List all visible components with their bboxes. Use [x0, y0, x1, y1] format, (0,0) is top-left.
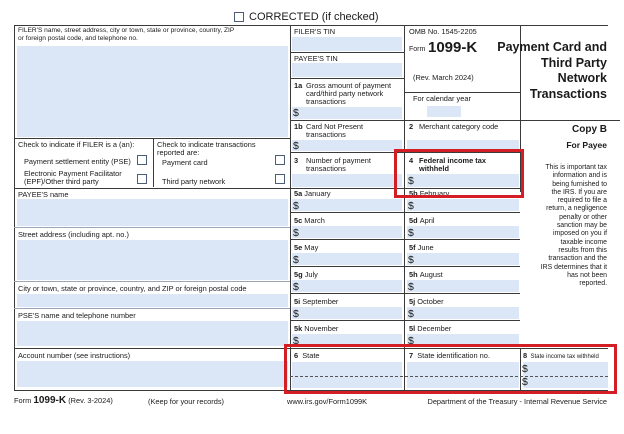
box-5i-field[interactable] — [292, 307, 402, 319]
notice-line: return, a negligence — [546, 205, 607, 213]
box-5a-field[interactable] — [292, 199, 402, 211]
box-5c-label — [294, 217, 325, 225]
box-8-num: 8 — [523, 351, 528, 360]
box-5j-num: 5j — [409, 297, 416, 306]
box-5f-num: 5f — [409, 243, 416, 252]
box-5f-label — [409, 244, 434, 252]
box-5b-month: February — [419, 189, 450, 198]
box-5c-month: March — [304, 216, 325, 225]
street-address-field[interactable] — [17, 240, 288, 280]
box-5k-dollar: $ — [293, 335, 299, 347]
notice-line: taxable income — [560, 238, 607, 246]
box-5a-dollar: $ — [293, 200, 299, 212]
box-1b-dollar: $ — [293, 140, 299, 152]
notice-line: information and is — [552, 172, 607, 180]
box-5k-label — [294, 325, 338, 333]
box-5l-dollar: $ — [408, 335, 414, 347]
payee-name-label: PAYEE'S name — [18, 190, 69, 199]
footer-rev: (Rev. 3-2024) — [68, 396, 113, 405]
box-5l-label — [409, 325, 451, 333]
epf-label-2: (EPF)/Other third party — [24, 177, 99, 187]
box-5c-num: 5c — [294, 216, 303, 225]
box-5a-num: 5a — [294, 189, 303, 198]
box-5h-dollar: $ — [408, 281, 414, 293]
box-5j-month: October — [417, 297, 444, 306]
city-label: City or town, state or province, country, and ZIP or foreign postal code — [18, 284, 247, 293]
box-6-text: State — [302, 351, 320, 360]
box-3-num: 3 — [294, 156, 299, 165]
footer-form-number: 1099-K — [33, 395, 67, 406]
payee-name-field[interactable] — [17, 199, 288, 226]
box-5l-month: December — [417, 324, 452, 333]
pse-name-field[interactable] — [17, 321, 288, 346]
notice-line: This is important tax — [545, 164, 607, 171]
box-5c-dollar: $ — [293, 227, 299, 239]
account-number-label: Account number (see instructions) — [18, 351, 131, 360]
box-5f-dollar: $ — [408, 254, 414, 266]
box-5e-label — [294, 244, 318, 252]
form-revision: (Rev. March 2024) — [413, 73, 474, 82]
corrected-checkbox[interactable] — [234, 12, 244, 22]
box-1b-field[interactable] — [292, 140, 402, 151]
box-5h-num: 5h — [409, 270, 418, 279]
notice-line: sanction may be — [556, 222, 607, 230]
box-5g-month: July — [304, 270, 318, 279]
box-7-num: 7 — [409, 351, 414, 360]
box-5a-label — [294, 190, 331, 198]
copy-notice — [523, 164, 607, 288]
notice-line: being furnished to — [552, 180, 607, 188]
filer-name-label: FILER'S name, street address, city or town, state or province, country, ZIP — [18, 27, 235, 34]
box-5j-dollar: $ — [408, 308, 414, 320]
filer-tin-label: FILER'S TIN — [294, 27, 336, 36]
copy-label: Copy B — [572, 124, 607, 135]
box-1a-field[interactable] — [292, 107, 402, 119]
box-5a-month: January — [304, 189, 331, 198]
box-2-num: 2 — [409, 122, 414, 131]
box-1b-num: 1b — [294, 122, 303, 131]
box-5g-label — [294, 271, 318, 279]
box-4-label-2: withheld — [419, 164, 449, 174]
box-7-text: State identification no. — [417, 351, 490, 360]
box-5d-label — [409, 217, 434, 225]
box-6-num: 6 — [294, 351, 299, 360]
notice-line: reported. — [579, 280, 607, 288]
form-title — [497, 40, 607, 102]
box-5j-label — [409, 298, 444, 306]
box-5b-num: 5b — [409, 189, 418, 198]
highlight-box-4 — [394, 149, 524, 198]
notice-line: penalty or other — [559, 213, 607, 221]
notice-line: IRS determines that it — [540, 263, 607, 271]
trans-label-2: reported are: — [157, 148, 200, 158]
title-line-4: Transactions — [529, 86, 607, 101]
transactions-type-label — [157, 141, 256, 157]
highlight-state-boxes — [284, 344, 617, 394]
form-number: 1099-K — [428, 39, 478, 56]
box-8-dollar-2: $ — [522, 376, 528, 388]
box-4-num: 4 — [409, 156, 414, 165]
box-5i-dollar: $ — [293, 308, 299, 320]
box-5g-num: 5g — [294, 270, 303, 279]
calendar-year-label: For calendar year — [413, 94, 471, 103]
filer-tin-field[interactable] — [292, 37, 402, 51]
third-party-checkbox[interactable] — [275, 174, 285, 184]
box-5k-month: November — [304, 324, 339, 333]
box-5i-month: September — [302, 297, 339, 306]
footer-keep: (Keep for your records) — [148, 397, 224, 406]
box-5d-num: 5d — [409, 216, 418, 225]
box-3-label-2: transactions — [306, 164, 346, 174]
box-5i-label — [294, 298, 338, 306]
account-number-field[interactable] — [17, 361, 288, 387]
notice-line: required to file a — [557, 197, 607, 205]
epf-label — [24, 170, 122, 186]
epf-checkbox[interactable] — [137, 174, 147, 184]
box-5e-month: May — [304, 243, 319, 252]
footer-form-id — [14, 397, 113, 405]
box-5g-field[interactable] — [292, 280, 402, 292]
pse-checkbox[interactable] — [137, 155, 147, 165]
box-5b-dollar: $ — [408, 200, 414, 212]
title-line-3: Network — [557, 71, 607, 85]
box-5e-field[interactable] — [292, 253, 402, 265]
footer-url[interactable]: www.irs.gov/Form1099K — [287, 397, 368, 406]
pse-name-label: PSE'S name and telephone number — [18, 311, 136, 320]
box-1b-label — [306, 123, 363, 139]
notice-line: results from this — [558, 246, 607, 254]
box-5e-dollar: $ — [293, 254, 299, 266]
footer-form-word: Form — [14, 396, 32, 405]
box-5g-dollar: $ — [293, 281, 299, 293]
box-5i-num: 5i — [294, 297, 301, 306]
box-5h-field[interactable] — [407, 280, 519, 292]
trans-label-1: Check to indicate transactions — [157, 140, 256, 149]
box-1a-label — [306, 82, 391, 107]
notice-line: transaction and the — [548, 255, 607, 263]
payee-tin-field[interactable] — [292, 63, 402, 77]
box-1b-label-2: transactions — [306, 130, 346, 140]
footer-dept: Department of the Treasury - Internal Revenue Service — [427, 397, 607, 406]
payee-tin-label: PAYEE'S TIN — [294, 54, 338, 63]
notice-line: imposed on you if — [552, 230, 607, 238]
box-5b-field[interactable] — [407, 199, 519, 211]
calendar-year-field[interactable] — [427, 106, 461, 117]
title-line-2: Third Party — [541, 55, 607, 70]
notice-line: the IRS. If you are — [551, 188, 607, 196]
box-3-field[interactable] — [292, 174, 402, 187]
box-3-label — [306, 157, 371, 173]
box-5j-field[interactable] — [407, 307, 519, 319]
box-8-dollar-1: $ — [522, 363, 528, 375]
box-5d-dollar: $ — [408, 227, 414, 239]
notice-line: has not been — [567, 271, 607, 279]
title-line-1: Payment Card and — [497, 40, 607, 54]
copy-for: For Payee — [566, 140, 607, 150]
box-4-dollar: $ — [408, 175, 414, 187]
box-5l-num: 5l — [409, 324, 416, 333]
filer-name-label-cont: or foreign postal code, and telephone no. — [18, 35, 138, 42]
box-1a-label-3: transactions — [306, 97, 346, 107]
corrected-label: CORRECTED (if checked) — [249, 11, 379, 23]
form-word: Form — [409, 46, 426, 53]
city-field[interactable] — [17, 294, 288, 307]
filer-name-field[interactable] — [17, 46, 288, 137]
payment-card-label: Payment card — [162, 158, 208, 167]
box-5f-month: June — [417, 243, 434, 252]
box-5c-field[interactable] — [292, 226, 402, 238]
epf-label-1: Electronic Payment Facilitator — [24, 169, 122, 178]
box-5d-field[interactable] — [407, 226, 519, 238]
box-5h-month: August — [419, 270, 443, 279]
box-8-text: State income tax withheld — [530, 354, 599, 360]
box-5d-month: April — [419, 216, 435, 225]
box-4-label-1: Federal income tax — [419, 156, 486, 165]
box-1a-num: 1a — [294, 81, 303, 90]
omb-number: OMB No. 1545-2205 — [409, 27, 477, 36]
third-party-label: Third party network — [162, 177, 226, 186]
box-5e-num: 5e — [294, 243, 303, 252]
street-address-label: Street address (including apt. no.) — [18, 230, 129, 239]
box-5k-num: 5k — [294, 324, 303, 333]
box-2-label: Merchant category code — [419, 122, 499, 131]
filer-type-label: Check to indicate if FILER is a (an): — [18, 140, 135, 149]
payment-card-checkbox[interactable] — [275, 155, 285, 165]
box-5h-label — [409, 271, 443, 279]
box-3-label-1: Number of payment — [306, 156, 371, 165]
box-1b-label-1: Card Not Present — [306, 122, 364, 131]
box-1a-label-1: Gross amount of payment — [306, 81, 392, 90]
box-5f-field[interactable] — [407, 253, 519, 265]
box-1a-label-2: card/third party network — [306, 89, 384, 99]
pse-label: Payment settlement entity (PSE) — [24, 157, 131, 166]
box-1a-dollar: $ — [293, 107, 299, 119]
